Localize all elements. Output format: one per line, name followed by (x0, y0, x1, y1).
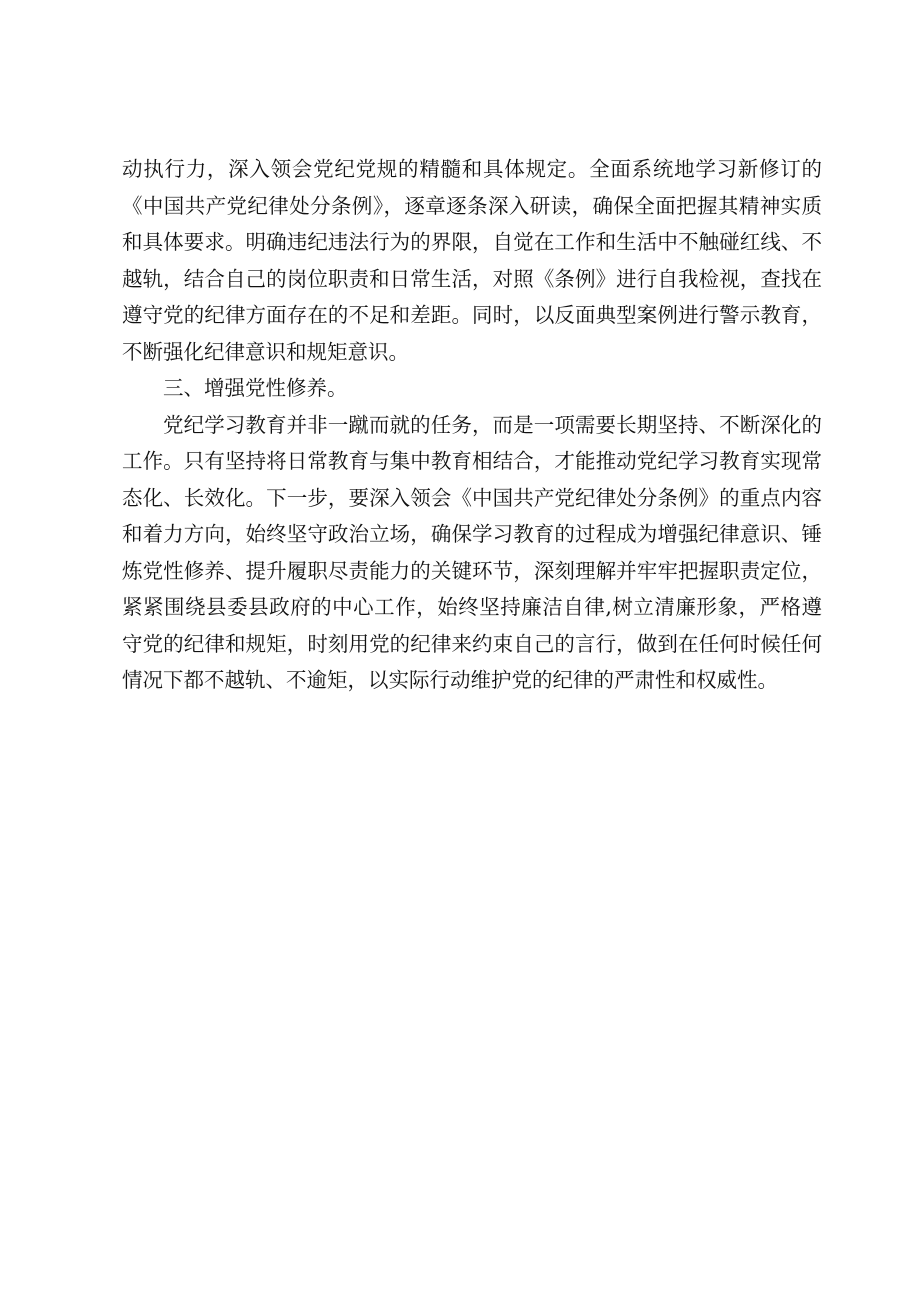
document-body (122, 151, 822, 699)
section-heading-3: 三、增强党性修养。 (163, 376, 348, 400)
body-paragraph: 党纪学习教育并非一蹴而就的任务，而是一项需要长期坚持、不断深化的工作。只有坚持将日常教育与集中教育相结合，才能推动党纪学习教育实现常态化、长效化。下一步，要深入领会《中国共产党纪律处分条例》的重点内容和着力方向，始终坚守政治立场，确保学习教育的过程成为增强纪律意识、锤炼党性修养、提升履职尽责能力的关键环节，深刻理解并牢牢把握职责定位，紧紧围绕县委县政府的中心工作，始终坚持廉洁自律,树立清廉形象，严格遵守党的纪律和规矩，时刻用党的纪律来约束自己的言行，做到在任何时候任何情况下都不越轨、不逾矩，以实际行动维护党的纪律的严肃性和权威性。 (122, 412, 822, 692)
body-paragraph-continuation: 动执行力，深入领会党纪党规的精髓和具体规定。全面系统地学习新修订的《中国共产党纪律处分条例》，逐章逐条深入研读，确保全面把握其精神实质和具体要求。明确违纪违法行为的界限，自觉在工作和生活中不触碰红线、不越轨，结合自己的岗位职责和日常生活，对照《条例》进行自我检视，查找在遵守党的纪律方面存在的不足和差距。同时，以反面典型案例进行警示教育，不断强化纪律意识和规矩意识。 (122, 157, 822, 364)
